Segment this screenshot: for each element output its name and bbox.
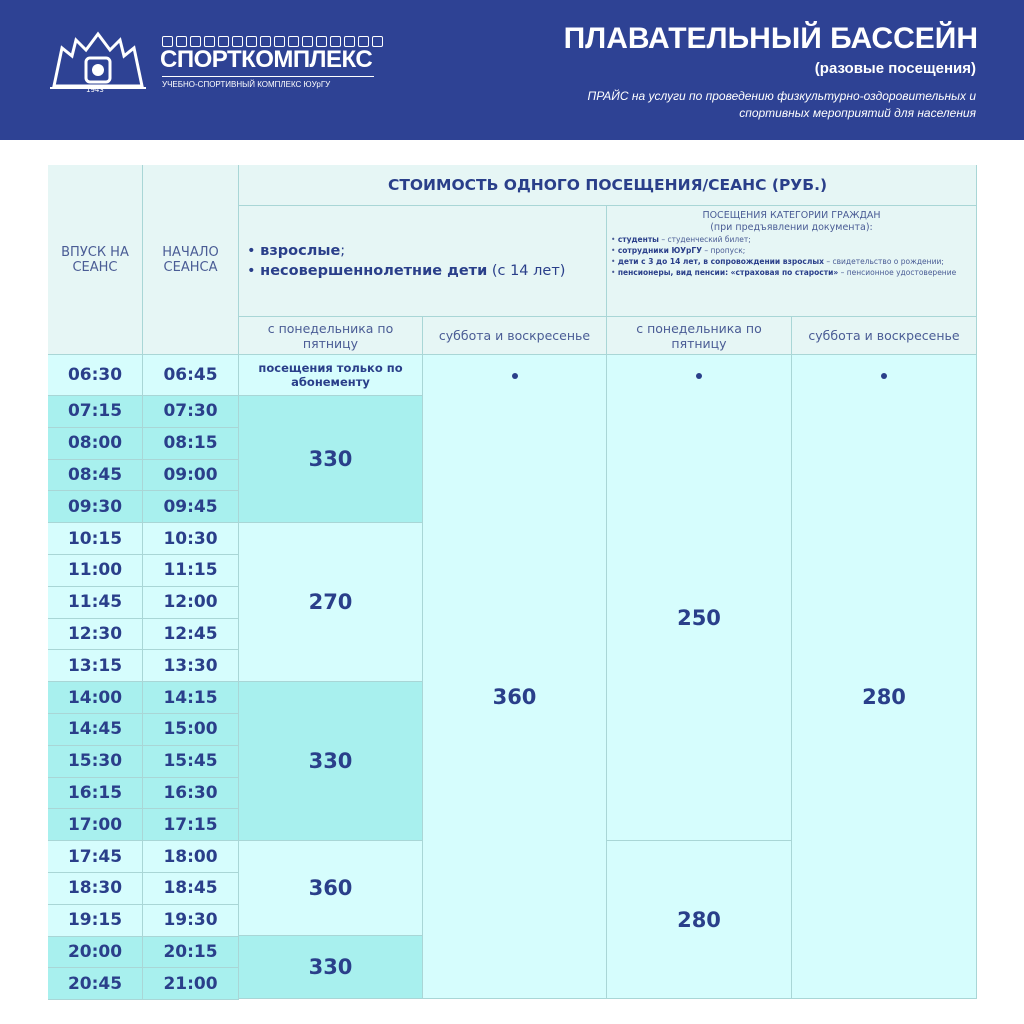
adults-group-header	[239, 206, 607, 317]
price-adult-weekday: 330	[239, 936, 423, 999]
session-start-time: 10:30	[143, 523, 239, 555]
price-adult-weekday: 330	[239, 682, 423, 841]
price-category-weekday: 280	[607, 841, 792, 999]
price-note: ПРАЙС на услуги по проведению физкультурно-оздоровительных и спортивных мероприятий для населения	[587, 89, 976, 120]
entry-time: 08:00	[48, 428, 143, 460]
entry-time: 14:45	[48, 714, 143, 746]
subheader-category-weekend: суббота и воскресенье	[792, 317, 977, 355]
first-row-category-weekend	[792, 355, 977, 396]
price-table	[48, 165, 977, 999]
entry-time: 20:00	[48, 937, 143, 969]
entry-time: 09:30	[48, 491, 143, 523]
session-start-time: 15:45	[143, 746, 239, 778]
cost-header: СТОИМОСТЬ ОДНОГО ПОСЕЩЕНИЯ/СЕАНС (РУБ.)	[239, 165, 977, 206]
price-adult-weekend: 360	[423, 396, 607, 999]
category-item: • пенсионеры, вид пенсии: «страховая по старости» – пенсионное удостоверение	[611, 268, 957, 277]
dot-icon	[881, 373, 887, 379]
entry-time: 06:30	[48, 355, 143, 396]
first-row-adult-weekend	[423, 355, 607, 396]
entry-time: 12:30	[48, 619, 143, 651]
entry-time: 13:15	[48, 650, 143, 682]
price-category-weekday: 250	[607, 396, 792, 841]
session-start-time: 13:30	[143, 650, 239, 682]
category-note: (при предъявлении документа):	[710, 222, 873, 233]
entry-time: 16:15	[48, 778, 143, 810]
price-adult-weekday: 270	[239, 523, 423, 682]
entry-time: 14:00	[48, 682, 143, 714]
session-start-time: 06:45	[143, 355, 239, 396]
entry-time: 17:00	[48, 809, 143, 841]
adults-item: • взрослые;	[247, 243, 346, 259]
session-start-time: 11:15	[143, 555, 239, 587]
session-start-time: 14:15	[143, 682, 239, 714]
university-crest-icon	[46, 28, 150, 92]
entry-time: 17:45	[48, 841, 143, 873]
first-row-category-weekdays	[607, 355, 792, 396]
dot-icon	[512, 373, 518, 379]
session-start-time: 15:00	[143, 714, 239, 746]
entry-time: 19:15	[48, 905, 143, 937]
session-start-time: 19:30	[143, 905, 239, 937]
price-adult-weekday: 330	[239, 396, 423, 523]
dot-icon	[696, 373, 702, 379]
session-start-time: 20:15	[143, 937, 239, 969]
price-category-weekend: 280	[792, 396, 977, 999]
category-item: • дети с 3 до 14 лет, в сопровождении взрослых – свидетельство о рождении;	[611, 257, 944, 266]
subheader-adult-weekdays: с понедельника по пятницу	[239, 317, 423, 355]
page-header	[0, 0, 1024, 140]
logo-year: 1943	[86, 86, 104, 94]
session-start-time: 17:15	[143, 809, 239, 841]
entry-time: 18:30	[48, 873, 143, 905]
category-list	[607, 234, 976, 278]
subscription-only-cell: посещения только по абонементу	[239, 355, 423, 396]
brand-name: СПОРТКОМПЛЕКС	[160, 46, 373, 73]
adults-list	[239, 241, 565, 281]
col-header-entry: ВПУСК НА СЕАНС	[48, 165, 143, 355]
entry-time: 11:00	[48, 555, 143, 587]
subheader-adult-weekend: суббота и воскресенье	[423, 317, 607, 355]
page-title: ПЛАВАТЕЛЬНЫЙ БАССЕЙН	[563, 22, 978, 55]
entry-time: 07:15	[48, 396, 143, 428]
brand-divider	[162, 76, 374, 77]
session-start-time: 18:45	[143, 873, 239, 905]
category-title: ПОСЕЩЕНИЯ КАТЕГОРИИ ГРАЖДАН	[702, 210, 881, 221]
session-start-time: 18:00	[143, 841, 239, 873]
session-start-time: 16:30	[143, 778, 239, 810]
category-item: • студенты – студенческий билет;	[611, 235, 751, 244]
entry-time: 08:45	[48, 460, 143, 492]
session-start-time: 21:00	[143, 968, 239, 1000]
col-header-start: НАЧАЛО СЕАНСА	[143, 165, 239, 355]
brand-subtitle: УЧЕБНО-СПОРТИВНЫЙ КОМПЛЕКС ЮУрГУ	[162, 80, 331, 89]
sport-icon	[372, 36, 383, 47]
price-adult-weekday: 360	[239, 841, 423, 936]
category-item: • сотрудники ЮУрГУ – пропуск;	[611, 246, 746, 255]
session-start-time: 07:30	[143, 396, 239, 428]
entry-time: 15:30	[48, 746, 143, 778]
minors-item: • несовершеннолетние дети (с 14 лет)	[247, 263, 566, 279]
entry-time: 10:15	[48, 523, 143, 555]
entry-time: 20:45	[48, 968, 143, 1000]
page-subtitle: (разовые посещения)	[814, 60, 976, 77]
session-start-time: 09:45	[143, 491, 239, 523]
subheader-category-weekdays: с понедельника по пятницу	[607, 317, 792, 355]
session-start-time: 12:00	[143, 587, 239, 619]
session-start-time: 12:45	[143, 619, 239, 651]
entry-time: 11:45	[48, 587, 143, 619]
session-start-time: 08:15	[143, 428, 239, 460]
session-start-time: 09:00	[143, 460, 239, 492]
category-group-header	[607, 206, 977, 317]
